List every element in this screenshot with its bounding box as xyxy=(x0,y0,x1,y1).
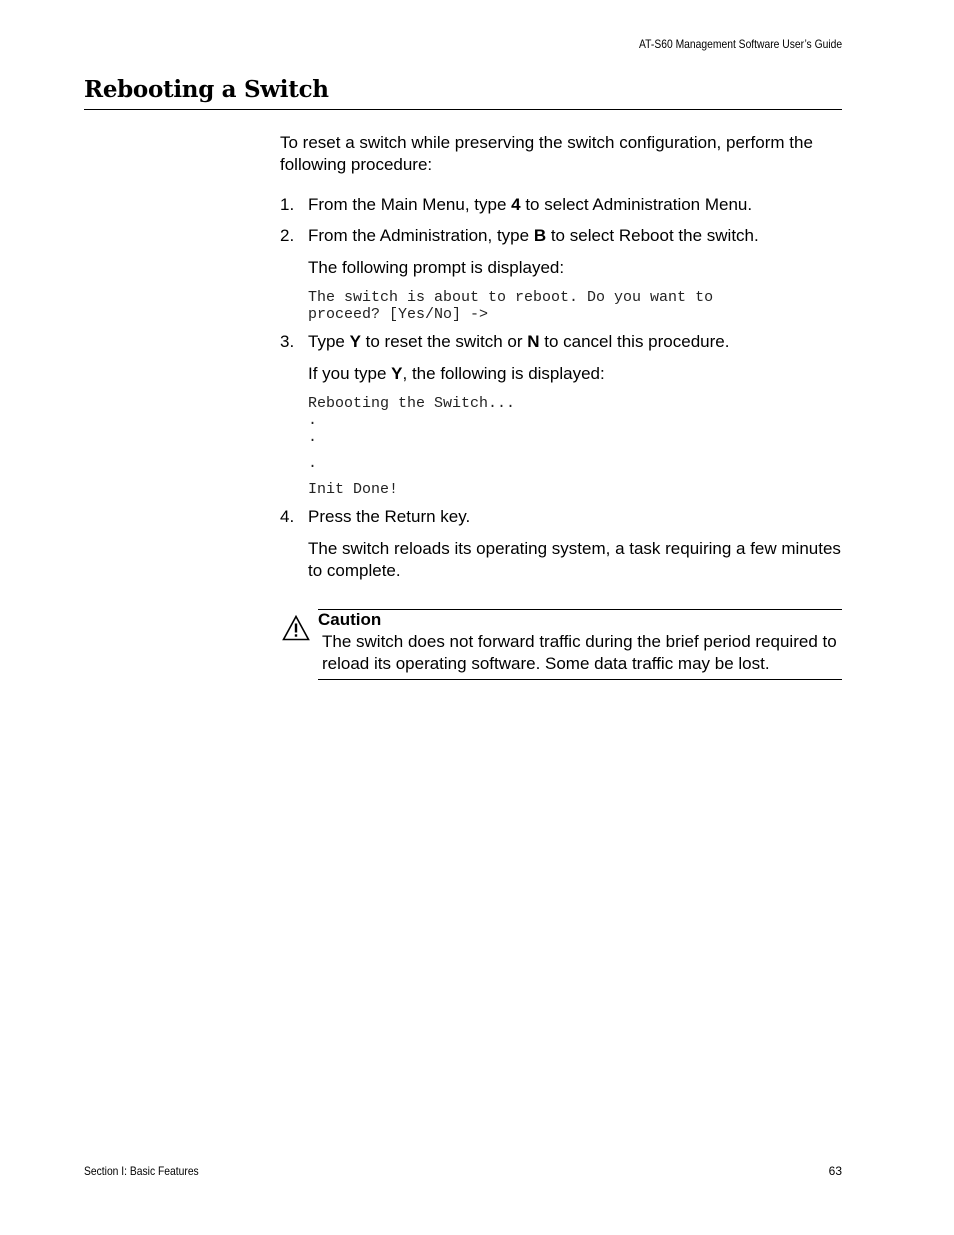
step-key: Y xyxy=(349,332,361,351)
step-key: 4 xyxy=(511,195,521,214)
step-3 xyxy=(280,331,842,498)
console-line: . xyxy=(308,429,318,446)
caution-top-rule xyxy=(318,609,842,610)
step-number: 1. xyxy=(280,195,295,214)
step-number: 2. xyxy=(280,226,295,245)
console-line: Init Done! xyxy=(308,481,399,498)
procedure-body xyxy=(280,132,842,582)
note-text-part: If you type xyxy=(308,364,392,383)
step-1 xyxy=(280,194,842,216)
caution-bottom-rule xyxy=(318,679,842,680)
caution-title: Caution xyxy=(318,610,382,629)
step-text xyxy=(308,194,842,216)
step-text xyxy=(308,225,842,247)
step-key: N xyxy=(527,332,540,351)
step-text-part: to cancel this procedure. xyxy=(539,332,730,351)
step-number: 3. xyxy=(280,332,295,351)
step-text-part: to select Administration Menu. xyxy=(520,195,753,214)
step-text-part: From the Main Menu, type xyxy=(308,195,512,214)
step-4 xyxy=(280,506,842,582)
step-note: The switch reloads its operating system, a task requiring a few minutes to complete. xyxy=(308,539,841,580)
step-note: The following prompt is displayed: xyxy=(308,258,565,277)
procedure-steps xyxy=(280,194,842,582)
console-line: The switch is about to reboot. Do you want to xyxy=(308,289,714,306)
title-divider xyxy=(84,109,842,110)
step-text-part: to reset the switch or xyxy=(360,332,528,351)
step-text xyxy=(308,331,842,353)
note-key: Y xyxy=(391,364,403,383)
step-text-part: From the Administration, type xyxy=(308,226,534,245)
console-line: . xyxy=(308,455,318,472)
step-key: B xyxy=(533,226,547,245)
intro-paragraph: To reset a switch while preserving the switch configuration, perform the following procedure: xyxy=(280,133,813,174)
console-line: . xyxy=(308,412,318,429)
step-text: Press the Return key. xyxy=(308,507,471,526)
console-output xyxy=(308,395,842,498)
console-output xyxy=(308,289,842,323)
step-text-part: to select Reboot the switch. xyxy=(546,226,759,245)
console-line: Rebooting the Switch... xyxy=(308,395,516,412)
warning-triangle-icon xyxy=(282,615,310,641)
page-title: Rebooting a Switch xyxy=(84,76,329,103)
step-number: 4. xyxy=(280,507,295,526)
note-text-part: , the following is displayed: xyxy=(402,364,605,383)
caution-text: The switch does not forward traffic during the brief period required to reload its operating software. Some data traffic may be lost. xyxy=(322,632,837,673)
console-line: proceed? [Yes/No] -> xyxy=(308,306,489,323)
page-number: 63 xyxy=(828,1164,842,1178)
step-note xyxy=(308,363,842,385)
footer-section: Section I: Basic Features xyxy=(84,1164,199,1178)
step-2 xyxy=(280,225,842,323)
step-text-part: Type xyxy=(308,332,350,351)
running-header: AT-S60 Management Software User’s Guide xyxy=(638,37,842,51)
